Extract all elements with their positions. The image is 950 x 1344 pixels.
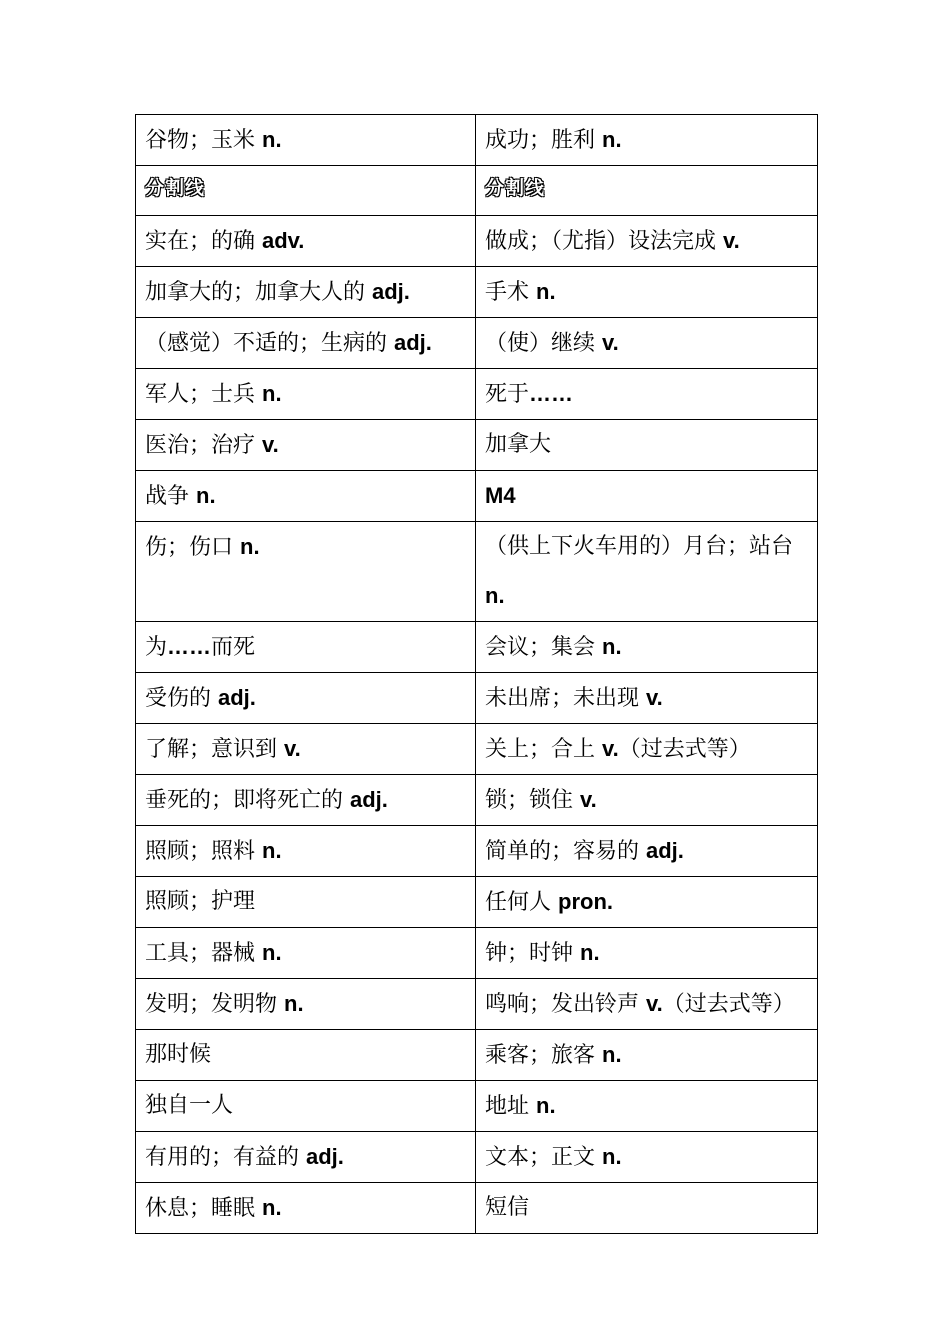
table-row [136, 775, 818, 826]
part-of-speech: n. [536, 1093, 556, 1118]
meaning-cell-left [136, 522, 476, 622]
table-row [136, 522, 818, 622]
table-row [136, 877, 818, 928]
table-row [136, 1081, 818, 1132]
part-of-speech: adj. [394, 330, 432, 355]
part-of-speech: n. [485, 583, 505, 608]
part-of-speech: n. [602, 127, 622, 152]
chinese-meaning: 独自一人 [145, 1093, 234, 1118]
part-of-speech: v. [580, 787, 597, 812]
meaning-cell-right [476, 420, 818, 471]
chinese-meaning: 加拿大 [485, 432, 552, 457]
meaning-cell-right [476, 115, 818, 166]
chinese-meaning: 军人；士兵 [145, 382, 262, 407]
chinese-meaning: （感觉）不适的；生病的 [145, 331, 394, 356]
chinese-meaning: 照顾；照料 [145, 839, 262, 864]
part-of-speech: v. [646, 991, 663, 1016]
meaning-cell-right [476, 622, 818, 673]
part-of-speech: n. [262, 127, 282, 152]
meaning-cell-left [136, 673, 476, 724]
part-of-speech: n. [602, 1144, 622, 1169]
part-of-speech: n. [602, 1042, 622, 1067]
chinese-meaning: 有用的；有益的 [145, 1145, 306, 1170]
part-of-speech: n. [196, 483, 216, 508]
chinese-meaning: 照顾；护理 [145, 889, 256, 914]
meaning-cell-left [136, 318, 476, 369]
chinese-meaning: 伤；伤口 [145, 535, 240, 560]
table-row [136, 724, 818, 775]
chinese-meaning: 锁；锁住 [485, 788, 580, 813]
meaning-cell-left [136, 1183, 476, 1234]
part-of-speech: n. [262, 1195, 282, 1220]
chinese-meaning: 手术 [485, 280, 536, 305]
chinese-meaning: 会议；集会 [485, 635, 602, 660]
chinese-meaning: 死于 [485, 382, 530, 407]
table-row [136, 369, 818, 420]
meaning-cell-left [136, 115, 476, 166]
chinese-note: （过去式等） [662, 992, 795, 1017]
part-of-speech: n. [262, 940, 282, 965]
part-of-speech: n. [262, 838, 282, 863]
meaning-cell-left [136, 1132, 476, 1183]
meaning-cell-left [136, 877, 476, 928]
meaning-cell-left [136, 420, 476, 471]
vocabulary-table [135, 114, 818, 1234]
table-row [136, 166, 818, 216]
part-of-speech: adj. [218, 685, 256, 710]
part-of-speech: adv. [262, 228, 305, 253]
table-row [136, 115, 818, 166]
chinese-meaning: 那时候 [145, 1042, 212, 1067]
meaning-cell-left [136, 166, 476, 216]
meaning-cell-left [136, 369, 476, 420]
table-row [136, 471, 818, 522]
table-row [136, 1030, 818, 1081]
chinese-meaning: 短信 [485, 1195, 530, 1220]
meaning-cell-left [136, 979, 476, 1030]
chinese-meaning: 文本；正文 [485, 1145, 602, 1170]
table-row [136, 1183, 818, 1234]
meaning-cell-right [476, 471, 818, 522]
meaning-cell-left [136, 1030, 476, 1081]
meaning-cell-left [136, 267, 476, 318]
table-row [136, 1132, 818, 1183]
part-of-speech: adj. [350, 787, 388, 812]
meaning-cell-left [136, 216, 476, 267]
meaning-cell-left [136, 724, 476, 775]
part-of-speech: n. [536, 279, 556, 304]
divider-label: 分割线 [485, 177, 546, 199]
meaning-cell-right [476, 522, 818, 622]
chinese-meaning: 了解；意识到 [145, 737, 284, 762]
chinese-meaning: 战争 [145, 484, 196, 509]
table-row [136, 928, 818, 979]
part-of-speech: v. [646, 685, 663, 710]
chinese-meaning: 乘客；旅客 [485, 1043, 602, 1068]
meaning-cell-right [476, 1183, 818, 1234]
table-row [136, 216, 818, 267]
chinese-meaning: 受伤的 [145, 686, 218, 711]
part-of-speech: …… [529, 381, 574, 406]
table-row [136, 267, 818, 318]
part-of-speech: n. [602, 634, 622, 659]
table-row [136, 673, 818, 724]
meaning-cell-right [476, 216, 818, 267]
part-of-speech: adj. [372, 279, 410, 304]
part-of-speech: v. [284, 736, 301, 761]
part-of-speech: M4 [485, 483, 516, 508]
meaning-cell-right [476, 928, 818, 979]
part-of-speech: pron. [558, 889, 613, 914]
part-of-speech: n. [262, 381, 282, 406]
chinese-meaning: 钟；时钟 [485, 941, 580, 966]
meaning-cell-right [476, 267, 818, 318]
part-of-speech: v. [602, 736, 619, 761]
meaning-cell-left [136, 1081, 476, 1132]
chinese-note: （过去式等） [618, 737, 751, 762]
table-row [136, 318, 818, 369]
vocabulary-table-body [136, 115, 818, 1234]
meaning-cell-right [476, 877, 818, 928]
chinese-meaning: 鸣响；发出铃声 [485, 992, 646, 1017]
meaning-cell-left [136, 471, 476, 522]
chinese-meaning: 谷物；玉米 [145, 128, 262, 153]
part-of-speech: v. [262, 432, 279, 457]
part-of-speech: n. [580, 940, 600, 965]
meaning-cell-right [476, 724, 818, 775]
chinese-meaning: 垂死的；即将死亡的 [145, 788, 350, 813]
meaning-cell-right [476, 673, 818, 724]
divider-label: 分割线 [145, 177, 206, 199]
meaning-cell-left [136, 928, 476, 979]
meaning-cell-left [136, 775, 476, 826]
chinese-meaning: 加拿大的；加拿大人的 [145, 280, 372, 305]
chinese-meaning: 休息；睡眠 [145, 1196, 262, 1221]
meaning-cell-right [476, 166, 818, 216]
chinese-meaning: 医治；治疗 [145, 433, 262, 458]
chinese-meaning: 关上；合上 [485, 737, 602, 762]
meaning-cell-right [476, 1081, 818, 1132]
part-of-speech: …… [167, 634, 212, 659]
chinese-note: 而死 [211, 635, 256, 660]
chinese-meaning: 为 [145, 635, 168, 660]
table-row [136, 622, 818, 673]
meaning-cell-right [476, 369, 818, 420]
part-of-speech: adj. [306, 1144, 344, 1169]
part-of-speech: n. [284, 991, 304, 1016]
part-of-speech: v. [602, 330, 619, 355]
chinese-meaning: 发明；发明物 [145, 992, 284, 1017]
part-of-speech: v. [723, 228, 740, 253]
chinese-meaning: 实在；的确 [145, 229, 262, 254]
meaning-cell-right [476, 826, 818, 877]
chinese-meaning: 工具；器械 [145, 941, 262, 966]
chinese-meaning: 成功；胜利 [485, 128, 602, 153]
meaning-cell-right [476, 775, 818, 826]
table-row [136, 979, 818, 1030]
chinese-meaning: 做成；（尤指）设法完成 [485, 229, 723, 254]
chinese-meaning: （供上下火车用的）月台；站台 [485, 534, 794, 559]
meaning-cell-left [136, 826, 476, 877]
chinese-meaning: 任何人 [485, 890, 558, 915]
meaning-cell-right [476, 1030, 818, 1081]
chinese-meaning: 未出席；未出现 [485, 686, 646, 711]
chinese-meaning: （使）继续 [485, 331, 602, 356]
chinese-meaning: 地址 [485, 1094, 536, 1119]
meaning-cell-right [476, 979, 818, 1030]
part-of-speech: adj. [646, 838, 684, 863]
table-row [136, 826, 818, 877]
chinese-meaning: 简单的；容易的 [485, 839, 646, 864]
meaning-cell-right [476, 1132, 818, 1183]
part-of-speech: n. [240, 534, 260, 559]
table-row [136, 420, 818, 471]
meaning-cell-right [476, 318, 818, 369]
meaning-cell-left [136, 622, 476, 673]
